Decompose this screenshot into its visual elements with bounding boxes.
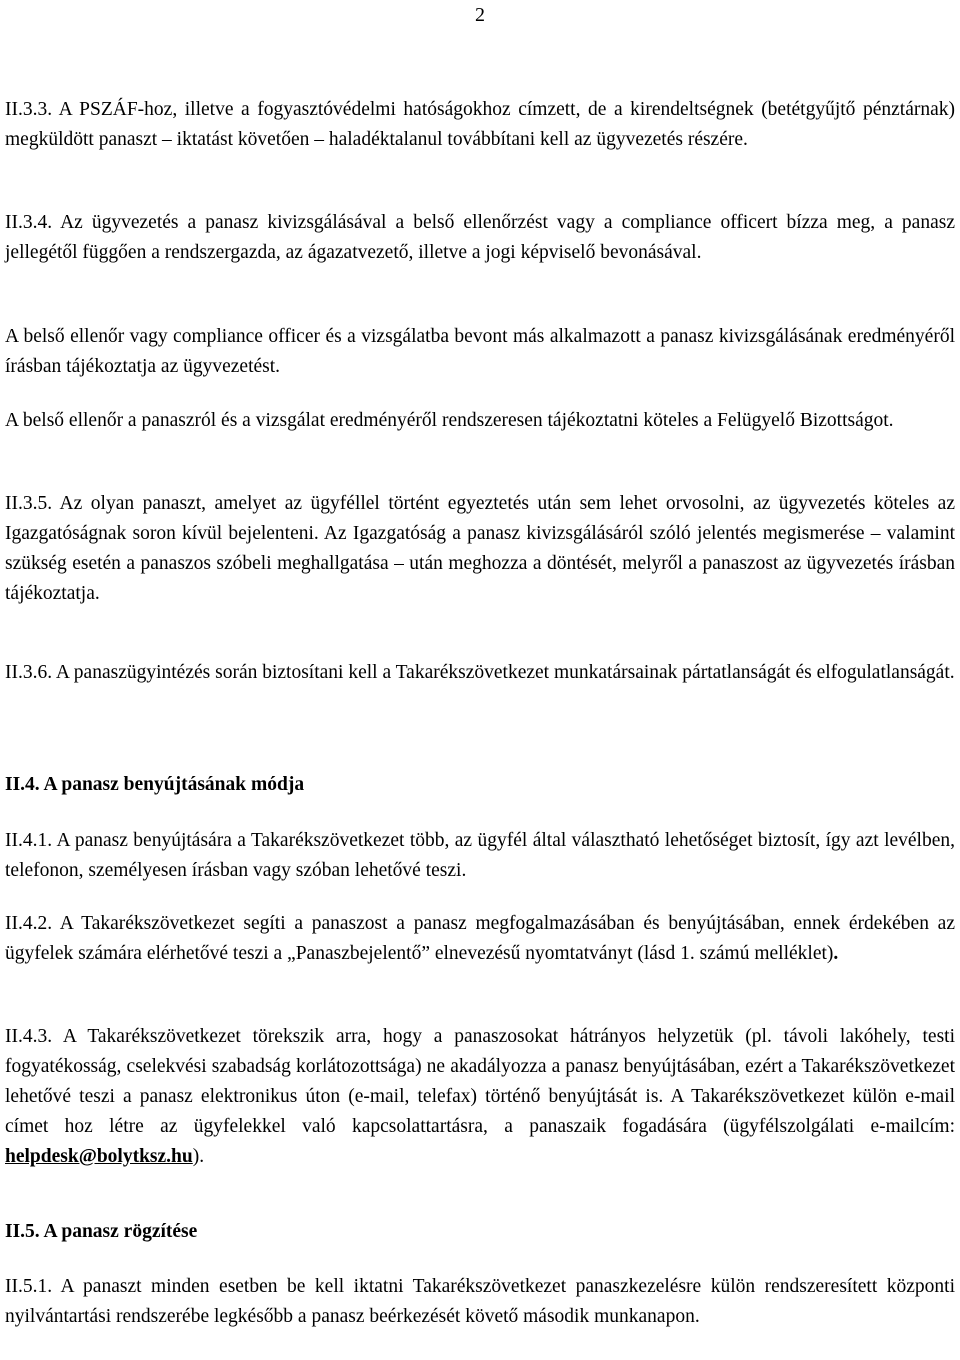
heading-ii-4: II.4. A panasz benyújtásának módja xyxy=(5,774,305,795)
helpdesk-email-link[interactable]: helpdesk@bolytksz.hu xyxy=(5,1146,193,1167)
paragraph-ii-4-3 xyxy=(5,1022,955,1172)
paragraph-ii-5-1: II.5.1. A panaszt minden esetben be kell iktatni Takarékszövetkezet panaszkezelésre külön rendszeresített központi nyilvántartási rendszerébe legkésőbb a panasz beérkezését követő második munkanapon. xyxy=(5,1276,955,1327)
paragraph-ii-3-4-supervisory: A belső ellenőr a panaszról és a vizsgálat eredményéről rendszeresen tájékoztatni köteles a Felügyelő Bizottságot. xyxy=(5,410,894,431)
paragraph-ii-4-1: II.4.1. A panasz benyújtására a Takarékszövetkezet több, az ügyfél által választható lehetőséget biztosít, így azt levélben, telefonon, személyesen írásban vagy szóban lehetővé teszi. xyxy=(5,830,955,881)
paragraph-ii-3-4: II.3.4. Az ügyvezetés a panasz kivizsgálásával a belső ellenőrzést vagy a compliance officert bízza meg, a panasz jellegétől függően a rendszergazda, az ágazatvezető, illetve a jogi képviselő bevonásával. xyxy=(5,212,955,263)
page-number: 2 xyxy=(475,4,485,26)
paragraph-ii-3-5: II.3.5. Az olyan panaszt, amelyet az ügyféllel történt egyeztetés után sem lehet orvosolni, az ügyvezetés köteles az Igazgatóságnak soron kívül bejelenteni. Az Igazgatóság a panasz kivizsgálásáról szóló jelentés megismerése – valamint szükség esetén a panaszos szóbeli meghallgatása – után meghozza a döntését, melyről a panaszost az ügyvezetés írásban tájékoztatja. xyxy=(5,493,955,604)
paragraph-ii-3-4-report: A belső ellenőr vagy compliance officer és a vizsgálatba bevont más alkalmazott a panasz kivizsgálásának eredményéről írásban tájékoztatja az ügyvezetést. xyxy=(5,326,955,377)
paragraph-ii-4-3-end: ). xyxy=(192,1146,205,1167)
paragraph-ii-3-6: II.3.6. A panaszügyintézés során biztosítani kell a Takarékszövetkezet munkatársainak pártatlanságát és elfogulatlanságát. xyxy=(5,662,955,683)
paragraph-ii-4-3-text: II.4.3. A Takarékszövetkezet törekszik arra, hogy a panaszosokat hátrányos helyzetük (pl. távoli lakóhely, testi fogyatékosság, cselekvési szabadság korlátozottsága) ne akadályozza a panasz benyújtásában, ezért a Takarékszövetkezet lehetővé teszi a panasz elektronikus úton (e-mail, telefax) történő benyújtását is. A Takarékszövetkezet külön e-mail címet hoz létre az ügyfelekkel való kapcsolattartásra, a panaszaik fogadására (ügyfélszolgálati e-mailcím: xyxy=(5,1026,955,1137)
paragraph-ii-4-2-text: II.4.2. A Takarékszövetkezet segíti a panaszost a panasz megfogalmazásában és benyújtásában, ennek érdekében az ügyfelek számára elérhetővé teszi a „Panaszbejelentő” elnevezésű nyomtatványt (lásd 1. számú melléklet) xyxy=(5,913,955,964)
paragraph-ii-4-2 xyxy=(5,909,955,969)
heading-ii-5: II.5. A panasz rögzítése xyxy=(5,1221,198,1242)
paragraph-ii-3-3: II.3.3. A PSZÁF-hoz, illetve a fogyasztóvédelmi hatóságokhoz címzett, de a kirendeltségnek (betétgyűjtő pénztárnak) megküldött panaszt – iktatást követően – haladéktalanul továbbítani kell az ügyvezetés részére. xyxy=(5,99,955,150)
paragraph-ii-4-2-period: . xyxy=(833,943,839,964)
